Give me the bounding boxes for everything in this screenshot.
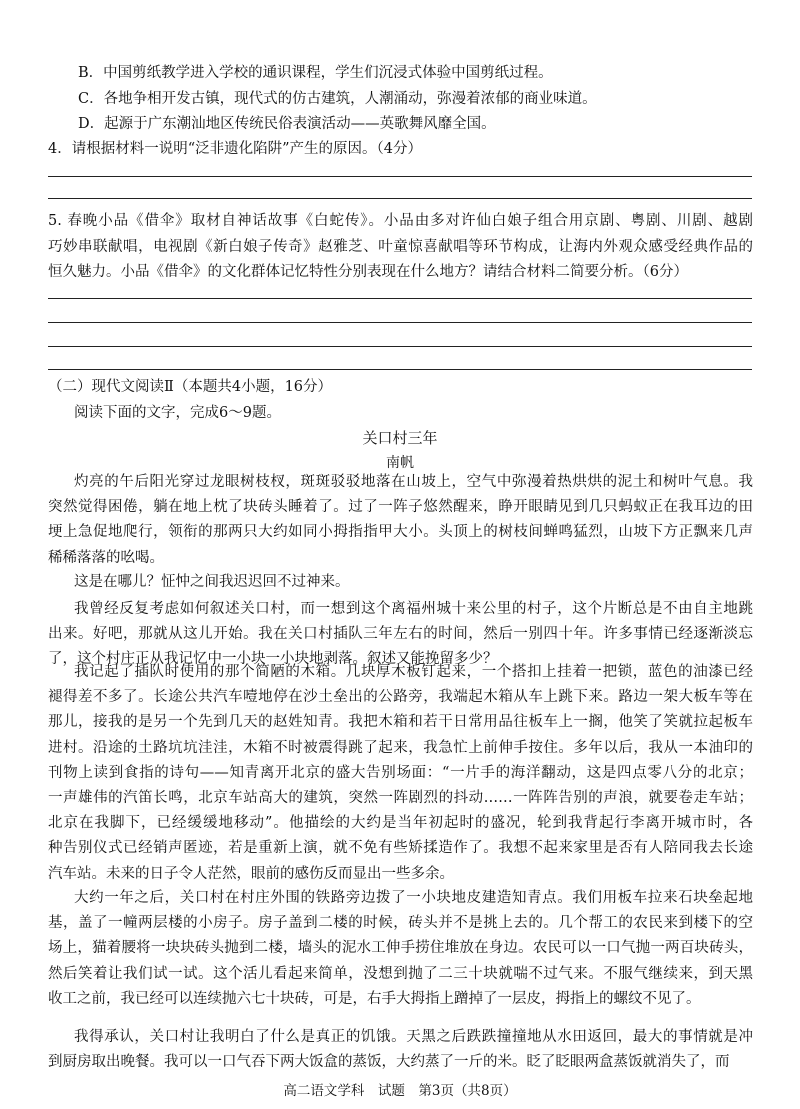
answer-line [48,176,752,177]
paragraph-line: 我得承认，关口村让我明白了什么是真正的饥饿。天黑之后跌跌撞撞地从水田返回，最大的事情就是冲 [74,1029,753,1045]
article-title: 关口村三年 [362,429,438,447]
article-author: 南帆 [386,455,414,471]
answer-line [48,322,752,323]
question-5-line: 恒久魅力。小品《借伞》的文化群体记忆特性分别表现在什么地方？请结合材料二简要分析。（6分） [48,264,688,280]
answer-line [48,198,752,199]
paragraph-line: 褪得差不多了。长途公共汽车噎地停在沙土垒出的公路旁，我端起木箱从车上跳下来。路边一架大板车等在 [48,689,753,706]
paragraph-line: 种告别仪式已经销声匿迹，若是重新上演，就不免有些矫揉造作了。我想不起来家里是否有人陪同我去长途 [48,840,753,857]
section-heading: （二）现代文阅读Ⅱ（本题共4小题，16分） [48,379,333,395]
paragraph-line: 刊物上读到食指的诗句——知青离开北京的盛大告别场面：“一片手的海洋翻动，这是四点零八分的北京； [48,764,753,781]
paragraph-line: 了，这个村庄正从我记忆中一小块一小块地剥落。叙述又能挽留多少？ [48,651,498,668]
paragraph-line: 然后笑着让我们试一试。这个活儿看起来简单，没想到抛了二三十块就喘不过气来。不服气继续来，到天黑 [48,965,753,982]
paragraph-line: 大约一年之后，关口村在村庄外围的铁路旁边拨了一小块地皮建造知青点。我们用板车拉来石块垒起地 [74,890,753,906]
option-d: D．起源于广东潮汕地区传统民俗表演活动——英歌舞风靡全国。 [78,116,496,132]
answer-line [48,346,752,347]
paragraph-line: 我曾经反复考虑如何叙述关口村，而一想到这个离福州城十来公里的村子，这个片断总是不由自主地跳 [74,601,753,617]
paragraph-line: 汽车站。未来的日子令人茫然，眼前的感伤反而显出一些多余。 [48,865,454,882]
paragraph-line: 突然觉得困倦，躺在地上枕了块砖头睡着了。过了一阵子悠然醒来，睁开眼睛见到几只蚂蚁正在我耳边的田 [48,499,753,516]
paragraph-line: 场上，猫着腰将一块块砖头抛到二楼，墙头的泥水工伸手捞住堆放在身边。农民可以一口气抛一两百块砖头， [48,940,753,957]
section-instruction: 阅读下面的文字，完成6～9题。 [74,405,281,421]
paragraph-line: 基，盖了一幢两层楼的小房子。房子盖到二楼的时候，砖头并不是挑上去的。几个帮工的农民来到楼下的空 [48,915,753,932]
paragraph-line: 灼亮的午后阳光穿过龙眼树枝杈，斑斑驳驳地落在山坡上，空气中弥漫着热烘烘的泥土和树叶气息。我 [74,474,753,490]
answer-line [48,369,752,370]
answer-line [48,298,752,299]
paragraph-line: 埂上急促地爬行，领衔的那两只大约如同小拇指指甲大小。头顶上的树枝间蝉鸣猛烈，山坡下方正飘来几声 [48,524,753,541]
paragraph-line: 我记起了插队时使用的那个简陋的木箱。几块厚木板钉起来，一个搭扣上挂着一把锁，蓝色的油漆已经 [74,664,753,680]
paragraph-line: 那儿，接我的是另一个先到几天的赵姓知青。我把木箱和若干日常用品往板车上一搁，他笑了笑就拉起板车 [48,714,753,731]
page-footer: 高二语文学科 试题 第3页（共8页） [283,1083,517,1099]
paragraph-line: 这是在哪儿？怔忡之间我迟迟回不过神来。 [74,574,350,590]
question-5-line: 5. 春晚小品《借伞》取材自神话故事《白蛇传》。小品由多对许仙白娘子组合用京剧、粤剧、川剧、越剧 [48,213,753,229]
option-b: B．中国剪纸教学进入学校的通识课程，学生们沉浸式体验中国剪纸过程。 [78,65,553,81]
paragraph-line: 一声雄伟的汽笛长鸣，北京车站高大的建筑，突然一阵剧烈的抖动……一阵阵告别的声浪，就要卷走车站； [48,790,753,806]
paragraph-line: 稀稀落落的吆喝。 [48,549,164,566]
question-5-line: 巧妙串联献唱，电视剧《新白娘子传奇》赵雅芝、叶童惊喜献唱等环节构成，让海内外观众感受经典作品的 [48,239,753,255]
option-c: C．各地争相开发古镇，现代式的仿古建筑，人潮涌动，弥漫着浓郁的商业味道。 [78,91,597,107]
paragraph-line: 收工之前，我已经可以连续抛六七十块砖，可是，右手大拇指上蹭掉了一层皮，拇指上的螺纹不见了。 [48,990,701,1007]
paragraph-line: 进村。沿途的土路坑坑洼洼，木箱不时被震得跳了起来，我急忙上前伸手按住。多年以后，我从一本油印的 [48,739,753,756]
paragraph-line: 北京在我脚下，已经缓缓地移动”。他描绘的大约是当年初起时的盛况，轮到我背起行李离开城市时，各 [48,815,753,832]
paragraph-line: 到厨房取出晚餐。我可以一口气吞下两大饭盒的蒸饭，大约蒸了一斤的米。眨了眨眼两盒蒸饭就消失了，而 [48,1054,730,1071]
paragraph-line: 出来。好吧，那就从这儿开始。我在关口村插队三年左右的时间，然后一别四十年。许多事情已经逐渐淡忘 [48,626,753,643]
question-4: 4．请根据材料一说明“泛非遗化陷阱”产生的原因。（4分） [48,141,423,157]
